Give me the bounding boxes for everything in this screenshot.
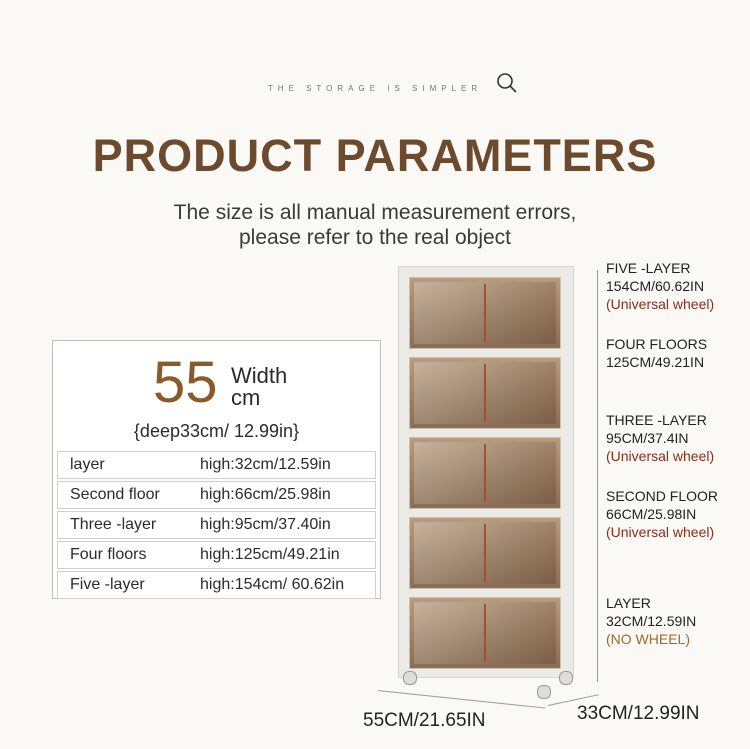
spec-row-value: high:125cm/49.21in [200, 546, 340, 563]
subtitle-line-1: The size is all manual measurement errors, [173, 201, 577, 224]
drawer [409, 277, 561, 349]
subtitle-line-2: please refer to the real object [239, 226, 511, 249]
spec-box [52, 340, 381, 599]
spec-row-name: Four floors [70, 546, 147, 563]
label-title: THREE -LAYER [606, 412, 707, 428]
cabinet-image [398, 266, 574, 678]
wheel [559, 671, 573, 685]
spec-row-value: high:66cm/25.98in [200, 486, 331, 503]
width-unit: cm [231, 385, 261, 410]
label-note: (Universal wheel) [606, 296, 715, 312]
label-size: 32CM/12.59IN [606, 613, 697, 629]
second-floor-label [606, 487, 718, 541]
label-size: 125CM/49.21IN [606, 354, 705, 370]
drawer [409, 357, 561, 429]
depth-text: {deep33cm/ 12.99in} [133, 421, 300, 441]
label-size: 154CM/60.62IN [606, 278, 705, 294]
five-layer-label [606, 259, 714, 313]
subtitle [0, 200, 750, 250]
spec-row-value: high:154cm/ 60.62in [200, 576, 345, 593]
layer-label [606, 594, 696, 648]
depth-dimension: 33CM/12.99IN [577, 703, 700, 724]
width-label: Width [231, 363, 288, 388]
spec-row [57, 451, 376, 479]
spec-row-name: Three -layer [70, 516, 157, 533]
height-dimension-line [597, 270, 598, 682]
label-title: FIVE -LAYER [606, 260, 691, 276]
spec-row-name: Second floor [70, 486, 160, 503]
spec-row-name: Five -layer [70, 576, 145, 593]
label-title: SECOND FLOOR [606, 488, 719, 504]
label-note: (NO WHEEL) [606, 631, 690, 647]
wheel [403, 671, 417, 685]
label-size: 66CM/25.98IN [606, 506, 697, 522]
spec-row-value: high:95cm/37.40in [200, 516, 331, 533]
page-title: PRODUCT PARAMETERS [92, 130, 658, 181]
four-floors-label [606, 335, 707, 371]
search-icon [496, 72, 518, 94]
spec-table [57, 451, 376, 601]
tagline: THE STORAGE IS SIMPLER [267, 84, 483, 93]
width-dimension-line [378, 690, 545, 709]
three-layer-label [606, 411, 714, 465]
label-note: (Universal wheel) [606, 448, 715, 464]
drawer [409, 597, 561, 669]
spec-row-value: high:32cm/12.59in [200, 456, 331, 473]
label-title: FOUR FLOORS [606, 336, 708, 352]
spec-row [57, 511, 376, 539]
label-note: (Universal wheel) [606, 524, 715, 540]
label-title: LAYER [606, 595, 651, 611]
spec-row [57, 481, 376, 509]
spec-row [57, 571, 376, 599]
drawer [409, 517, 561, 589]
drawer [409, 437, 561, 509]
label-size: 95CM/37.4IN [606, 430, 689, 446]
wheel [537, 685, 551, 699]
width-dimension: 55CM/21.65IN [363, 710, 486, 731]
spec-row-name: layer [70, 456, 105, 473]
spec-row [57, 541, 376, 569]
width-number: 55 [153, 350, 218, 415]
